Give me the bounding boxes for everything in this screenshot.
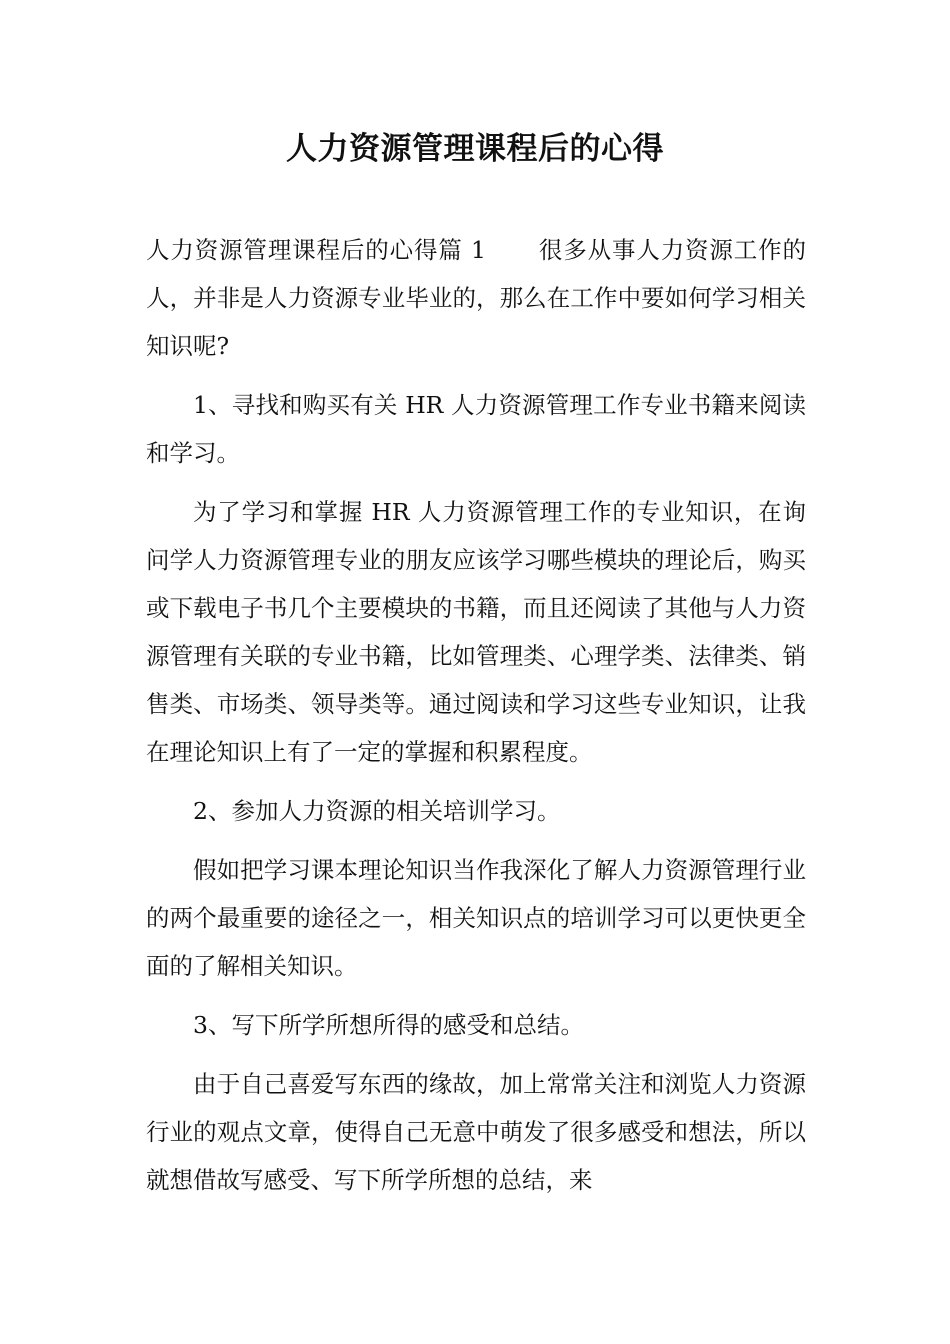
paragraph-body-2: 假如把学习课本理论知识当作我深化了解人力资源管理行业的两个最重要的途径之一，相关知识点的培训学习可以更快更全面的了解相关知识。	[146, 856, 806, 980]
paragraph-item-1: 1、寻找和购买有关 HR 人力资源管理工作专业书籍来阅读和学习。	[146, 391, 806, 467]
paragraph-item-3: 3、写下所学所想所得的感受和总结。	[193, 1011, 584, 1039]
document-title: 人力资源管理课程后的心得	[286, 131, 664, 167]
section-heading: 人力资源管理课程后的心得篇 1	[146, 236, 487, 264]
paragraph-item-2: 2、参加人力资源的相关培训学习。	[193, 797, 561, 825]
intro-paragraph	[146, 226, 806, 370]
document-body	[146, 226, 806, 1215]
paragraph-body-1: 为了学习和掌握 HR 人力资源管理工作的专业知识，在询问学人力资源管理专业的朋友应该学习哪些模块的理论后，购买或下载电子书几个主要模块的书籍，而且还阅读了其他与人力资源管理有关联的专业书籍，比如管理类、心理学类、法律类、销售类、市场类、领导类等。通过阅读和学习这些专业知识，让我在理论知识上有了一定的掌握和积累程度。	[146, 498, 806, 766]
paragraph-body-3: 由于自己喜爱写东西的缘故，加上常常关注和浏览人力资源行业的观点文章，使得自己无意中萌发了很多感受和想法，所以就想借故写感受、写下所学所想的总结，来	[146, 1070, 806, 1194]
intro-text: 很多从事人力资源工作的人，并非是人力资源专业毕业的，那么在工作中要如何学习相关知识呢?	[146, 236, 807, 360]
